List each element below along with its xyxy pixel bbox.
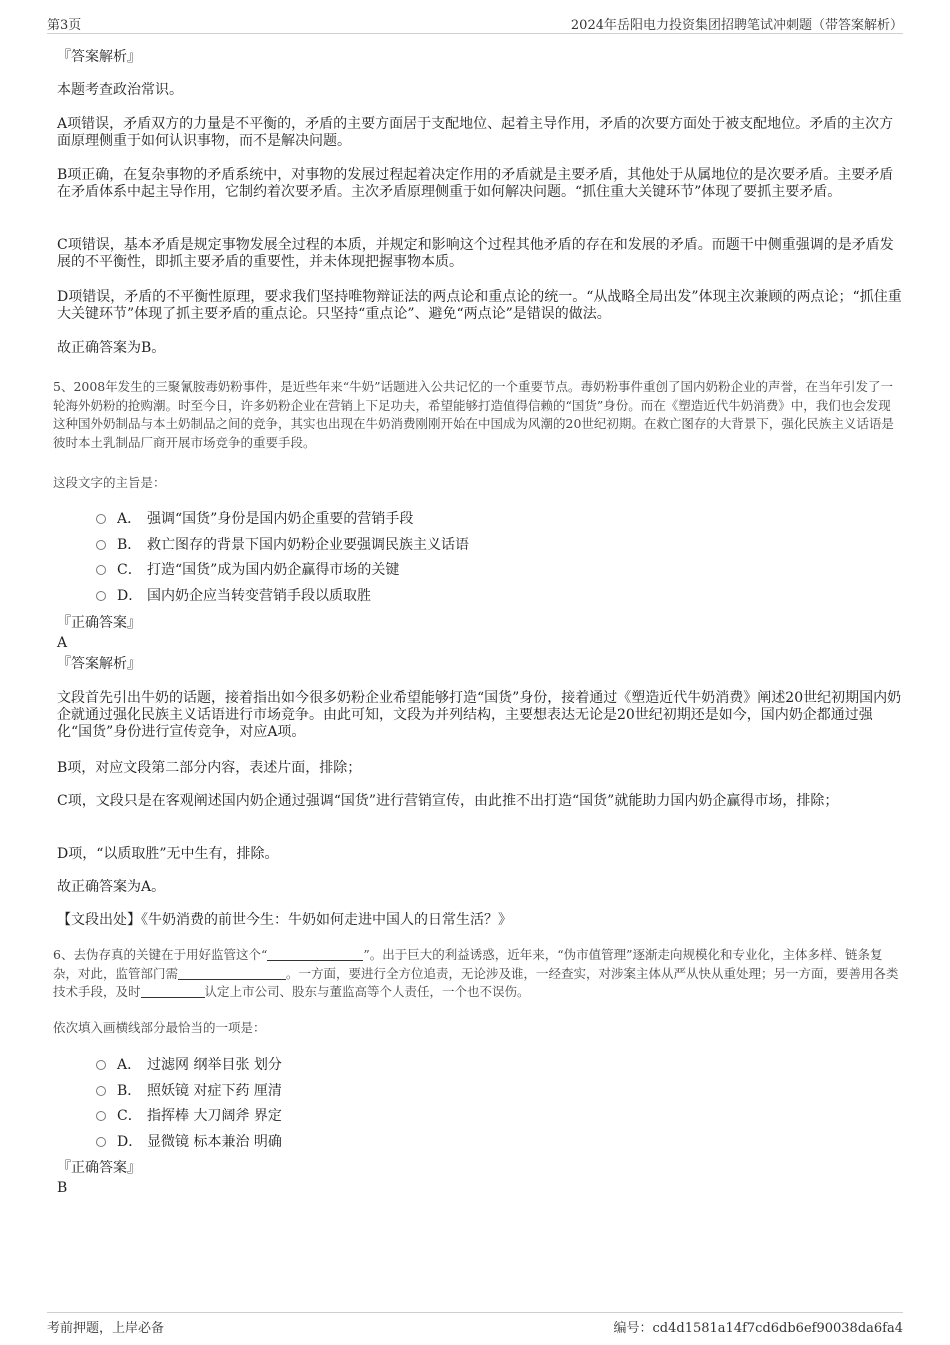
prev-analysis-label: 『答案解析』	[57, 49, 141, 65]
q6-prompt: 依次填入画横线部分最恰当的一项是：	[53, 1020, 266, 1035]
answer-blank	[178, 966, 286, 980]
q5-answer: A	[57, 635, 68, 651]
prev-analysis-a: A项错误，矛盾双方的力量是不平衡的，矛盾的主要方面居于支配地位、起着主导作用，矛盾的次要方面处于被支配地位。矛盾的主次方面原理侧重于如何认识事物，而不是解决问题。	[57, 116, 894, 149]
radio-icon[interactable]	[96, 1137, 106, 1147]
radio-icon[interactable]	[96, 565, 106, 575]
radio-icon[interactable]	[96, 1060, 106, 1070]
q5-option-d[interactable]	[96, 587, 371, 605]
q6-option-b[interactable]	[96, 1082, 282, 1100]
option-text: 打造“国货”成为国内奶企赢得市场的关键	[147, 562, 400, 578]
q6-option-c[interactable]	[96, 1107, 282, 1125]
option-text: 国内奶企应当转变营销手段以质取胜	[147, 588, 371, 604]
q6-stem	[53, 946, 902, 1002]
option-text: 照妖镜 对症下药 厘清	[147, 1083, 282, 1099]
document-title: 2024年岳阳电力投资集团招聘笔试冲刺题（带答案解析）	[570, 18, 903, 33]
q5-analysis-c: C项，文段只是在客观阐述国内奶企通过强调“国货”进行营销宣传，由此推不出打造“国货”就能助力国内奶企赢得市场，排除；	[57, 793, 839, 809]
q6-option-a[interactable]	[96, 1056, 282, 1074]
option-text: 过滤网 纲举目张 划分	[147, 1057, 282, 1073]
radio-icon[interactable]	[96, 514, 106, 524]
q6-stem-part-4: 认定上市公司、股东与董监高等个人责任，一个也不误伤。	[204, 984, 530, 999]
option-text: 救亡图存的背景下国内奶粉企业要强调民族主义话语	[147, 537, 469, 553]
document-code: 编号：cd4d1581a14f7cd6db6ef90038da6fa4	[613, 1321, 903, 1336]
prev-analysis-b: B项正确，在复杂事物的矛盾系统中，对事物的发展过程起着决定作用的矛盾就是主要矛盾，其他处于从属地位的是次要矛盾。主要矛盾在矛盾体系中起主导作用，它制约着次要矛盾。主次矛盾原理侧重于如何解决问题。“抓住重大关键环节”体现了要抓主要矛盾。	[57, 167, 894, 200]
prev-analysis-c: C项错误，基本矛盾是规定事物发展全过程的本质，并规定和影响这个过程其他矛盾的存在和发展的矛盾。而题干中侧重强调的是矛盾发展的不平衡性，即抓主要矛盾的重要性，并未体现把握事物本质。	[57, 237, 894, 270]
prev-analysis-intro: 本题考查政治常识。	[57, 82, 183, 98]
q5-analysis-label: 『答案解析』	[57, 656, 141, 672]
q6-answer: B	[57, 1180, 68, 1196]
footer-slogan: 考前押题，上岸必备	[47, 1321, 165, 1336]
q6-option-d[interactable]	[96, 1133, 282, 1151]
q5-analysis-b: B项，对应文段第二部分内容，表述片面，排除；	[57, 760, 362, 776]
q5-option-a[interactable]	[96, 510, 413, 528]
option-letter: A．	[117, 511, 142, 527]
q6-stem-part-3: 。一方面，要进行全方位追责，无论涉及谁，一经查实，对涉案主体从严从快从重处理；另一方面，要善用各类技术手段，及时	[53, 965, 899, 999]
answer-blank	[141, 984, 205, 998]
q5-answer-label: 『正确答案』	[57, 615, 141, 631]
option-letter: D．	[117, 1134, 143, 1150]
radio-icon[interactable]	[96, 540, 106, 550]
radio-icon[interactable]	[96, 1086, 106, 1096]
option-text: 显微镜 标本兼治 明确	[147, 1134, 282, 1150]
option-letter: B．	[117, 1083, 142, 1099]
page-number: 第3页	[47, 18, 82, 33]
prev-analysis-d: D项错误，矛盾的不平衡性原理，要求我们坚持唯物辩证法的两点论和重点论的统一。“从战略全局出发”体现主次兼顾的两点论；“抓住重大关键环节”体现了抓主要矛盾的重点论。只坚持“重点论”、避免“两点论”是错误的做法。	[57, 289, 902, 322]
q6-stem-part-2: ”。出于巨大的利益诱惑，近年来，“伪市值管理”逐渐走向规模化和专业化，主体多样、链条复杂，对此，监管部门需	[53, 947, 883, 981]
option-text: 指挥棒 大刀阔斧 界定	[147, 1108, 282, 1124]
option-letter: C．	[117, 1108, 142, 1124]
q5-conclusion: 故正确答案为A。	[57, 879, 166, 895]
option-letter: A．	[117, 1057, 142, 1073]
q5-option-c[interactable]	[96, 561, 399, 579]
radio-icon[interactable]	[96, 591, 106, 601]
option-letter: B．	[117, 537, 142, 553]
page-header	[47, 14, 903, 34]
option-letter: C．	[117, 562, 142, 578]
option-letter: D．	[117, 588, 143, 604]
q6-answer-label: 『正确答案』	[57, 1160, 141, 1176]
q5-prompt: 这段文字的主旨是：	[53, 475, 166, 490]
option-text: 强调“国货”身份是国内奶企重要的营销手段	[147, 511, 414, 527]
q5-option-b[interactable]	[96, 536, 469, 554]
q6-stem-part-1: 6、去伪存真的关键在于用好监管这个“	[53, 947, 268, 962]
prev-conclusion: 故正确答案为B。	[57, 340, 166, 356]
q5-stem: 5、2008年发生的三聚氰胺毒奶粉事件，是近些年来“牛奶”话题进入公共记忆的一个重要节点。毒奶粉事件重创了国内奶粉企业的声誉，在当年引发了一轮海外奶粉的抢购潮。时至今日，许多奶粉企业在营销上下足功夫，希望能够打造值得信赖的“国货”身份。而在《塑造近代牛奶消费》中，我们也会发现这种国外奶制品与本土奶制品之间的竞争，其实也出现在牛奶消费刚刚开始在中国成为风潮的20世纪初期。在救亡图存的大背景下，强化民族主义话语是彼时本土乳制品厂商开展市场竞争的重要手段。	[53, 379, 894, 450]
q5-analysis-d: D项，“以质取胜”无中生有，排除。	[57, 846, 279, 862]
radio-icon[interactable]	[96, 1111, 106, 1121]
q5-analysis-main: 文段首先引出牛奶的话题，接着指出如今很多奶粉企业希望能够打造“国货”身份，接着通过《塑造近代牛奶消费》阐述20世纪初期国内奶企就通过强化民族主义话语进行市场竞争。由此可知，文段为并列结构，主要想表达无论是20世纪初期还是如今，国内奶企都通过强化“国货”身份进行宣传竞争，对应A项。	[57, 690, 902, 740]
answer-blank	[267, 947, 363, 961]
q5-source: 【文段出处】《牛奶消费的前世今生：牛奶如何走进中国人的日常生活？》	[57, 912, 512, 928]
page-footer	[47, 1312, 903, 1336]
